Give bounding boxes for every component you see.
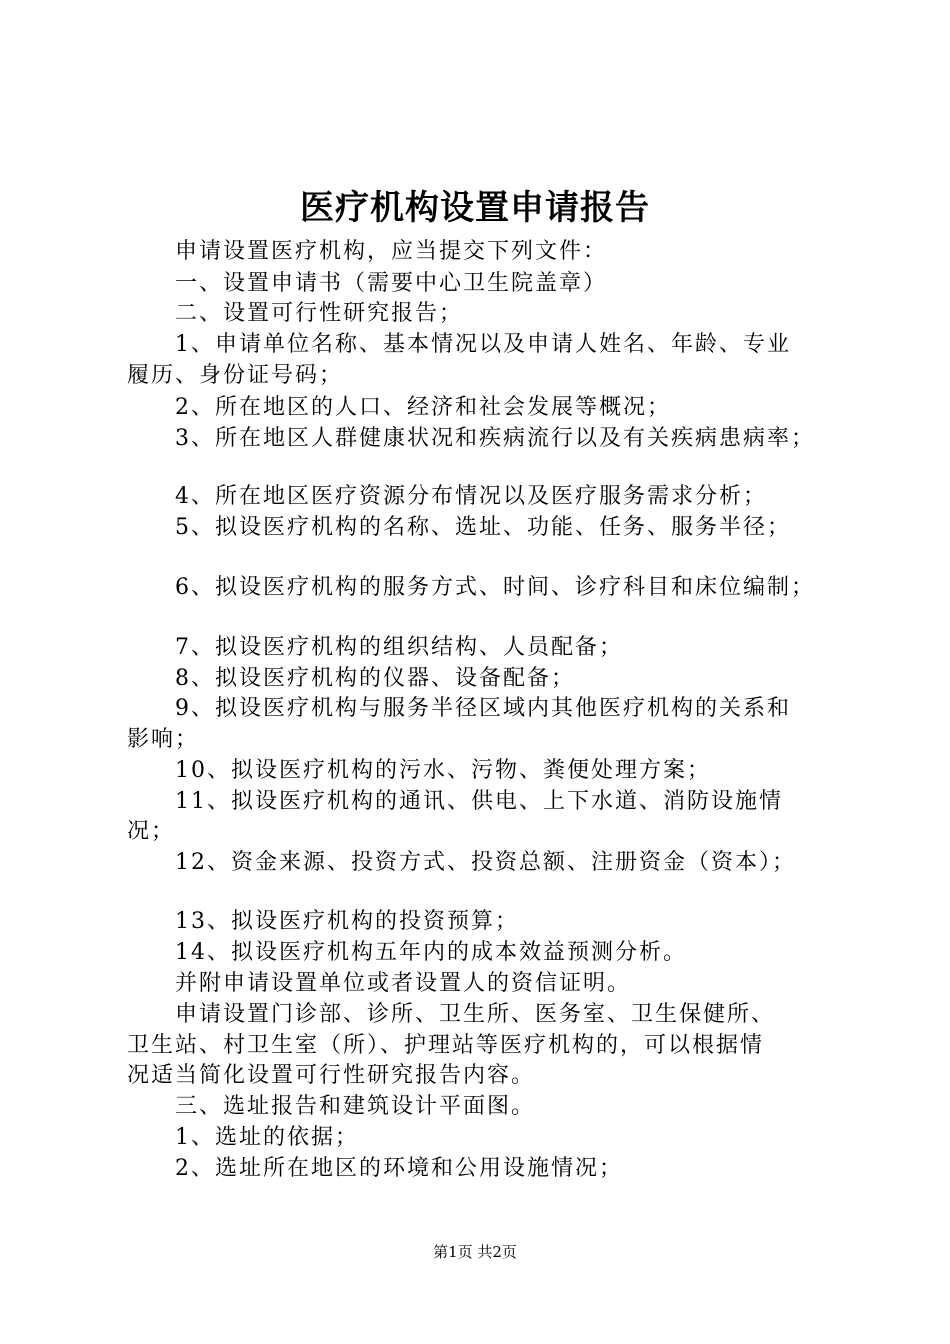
body-line: 13、拟设医疗机构的投资预算； [127, 909, 519, 934]
body-line: 6、拟设医疗机构的服务方式、时间、诊疗科目和床位编制； [127, 575, 815, 600]
body-line: 14、拟设医疗机构五年内的成本效益预测分析。 [127, 940, 687, 965]
body-line: 11、拟设医疗机构的通讯、供电、上下水道、消防设施情 [127, 789, 783, 814]
body-line: 1、申请单位名称、基本情况以及申请人姓名、年龄、专业 [127, 332, 791, 357]
body-line: 1、选址的依据； [127, 1125, 359, 1150]
body-line: 并附申请设置单位或者设置人的资信证明。 [127, 971, 632, 996]
body-line: 影响； [127, 727, 200, 752]
document-title: 医疗机构设置申请报告 [300, 188, 650, 228]
body-line: 4、所在地区医疗资源分布情况以及医疗服务需求分析； [127, 484, 767, 509]
body-line: 一、设置申请书（需要中心卫生院盖章） [127, 271, 608, 296]
body-line: 申请设置医疗机构，应当提交下列文件： [127, 239, 608, 264]
body-line: 8、拟设医疗机构的仪器、设备配备； [127, 666, 575, 691]
body-line: 10、拟设医疗机构的污水、污物、粪便处理方案； [127, 758, 711, 783]
body-line: 三、选址报告和建筑设计平面图。 [127, 1094, 536, 1119]
body-line: 12、资金来源、投资方式、投资总额、注册资金（资本）； [127, 850, 796, 875]
body-line: 卫生站、村卫生室（所）、护理站等医疗机构的，可以根据情 [127, 1033, 765, 1058]
body-line: 况； [127, 819, 176, 844]
body-line: 9、拟设医疗机构与服务半径区域内其他医疗机构的关系和 [127, 696, 791, 721]
body-line: 履历、身份证号码； [127, 363, 344, 388]
page-footer: 第1页 共2页 [433, 1243, 517, 1261]
body-line: 5、拟设医疗机构的名称、选址、功能、任务、服务半径； [127, 515, 791, 540]
body-line: 2、所在地区的人口、经济和社会发展等概况； [127, 395, 671, 420]
body-line: 7、拟设医疗机构的组织结构、人员配备； [127, 635, 623, 660]
body-line: 3、所在地区人群健康状况和疾病流行以及有关疾病患病率； [127, 426, 815, 451]
body-line: 2、选址所在地区的环境和公用设施情况； [127, 1156, 623, 1181]
body-line: 申请设置门诊部、诊所、卫生所、医务室、卫生保健所、 [127, 1002, 776, 1027]
body-line: 二、设置可行性研究报告； [127, 301, 464, 326]
body-line: 况适当简化设置可行性研究报告内容。 [127, 1063, 536, 1088]
